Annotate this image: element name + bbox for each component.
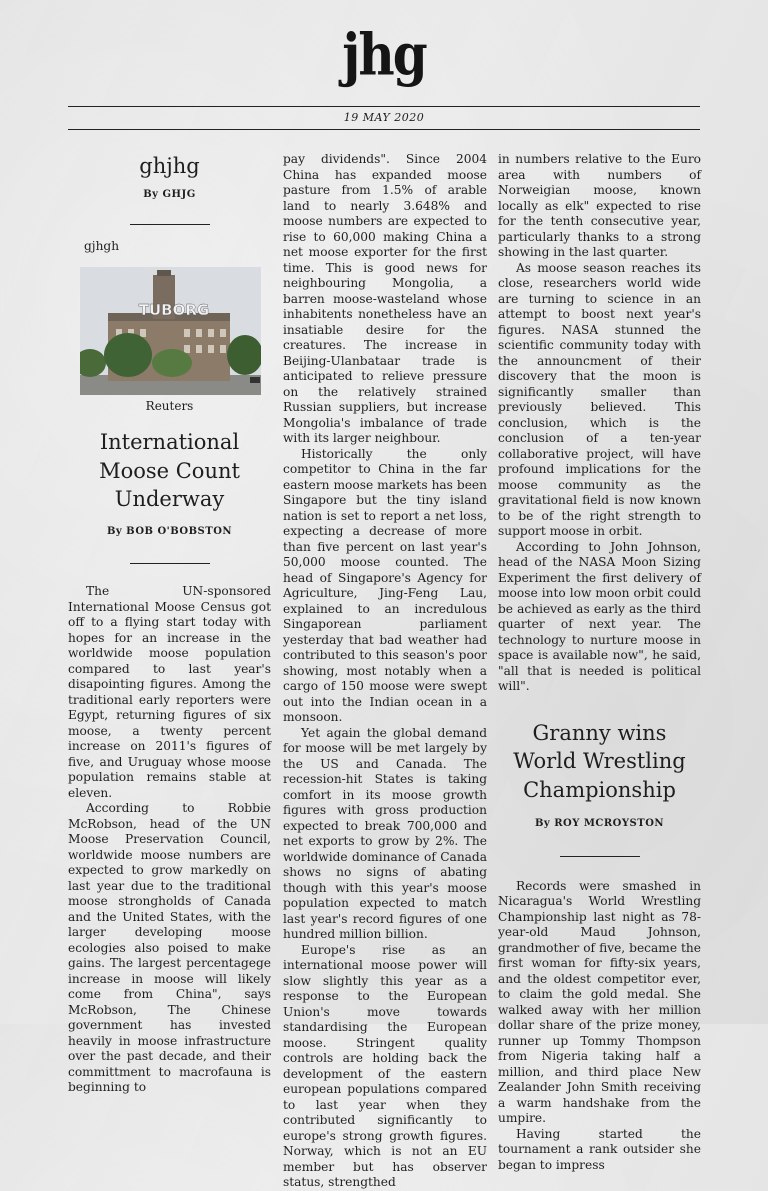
- article1-headline-line: Moose Count: [99, 458, 240, 483]
- article2-headline: [498, 719, 701, 805]
- article2-paragraph: Having started the tournament a rank outsider she began to impress: [498, 1126, 701, 1172]
- column-1: [68, 152, 271, 1096]
- article2-headline-line: Granny wins: [532, 720, 667, 745]
- sidebar-title: ghjhg: [139, 154, 200, 178]
- article1-paragraph: According to John Johnson, head of the NASA Moon Sizing Experiment the first delivery of moose into low moon orbit could be achieved as early as the third quarter of next year. The technology to nurture moose in space is available now", he said, "all that is needed is political will".: [498, 539, 701, 693]
- article2-headline-line: Championship: [523, 777, 676, 802]
- article1-paragraph-continued: pay dividends". Since 2004 China has expanded moose pasture from 1.5% of arable land to nearly 3.648% and moose numbers are expected to rise to 60,000 making China a net moose exporter for the first time. This is good news for neighbouring Mongolia, a barren moose-wasteland whose inhabitents nonetheless have an insatiable desire for the creatures. The increase in Beijing-Ulanbataar trade is anticipated to relieve pressure on the relatively strained Russian suppliers, but increase Mongolia's imbalance of trade with its larger neighbour.: [283, 152, 487, 445]
- article1-headline: [68, 428, 271, 514]
- article1-paragraph: Historically the only competitor to China in the far eastern moose markets has been Singapore but the tiny island nation is set to report a net loss, expecting a decrease of more than five percent on last year's 50,000 moose counted. The head of Singapore's Agency for Agriculture, Jing-Feng Lau, explained to an incredulous Singaporean parliament yesterday that bad weather had contributed to this season's poor showing, most notably when a cargo of 150 moose were swept out into the Indian ocean in a monsoon.: [283, 446, 487, 724]
- news-photo: [80, 267, 261, 395]
- article1-paragraph: Yet again the global demand for moose will be met largely by the US and Canada. The recession-hit States is taking comfort in its moose growth figures with gross production expected to break 700,000 and net exports to grow by 2%. The worldwide dominance of Canada shows no signs of abating though with this year's moose population expected to match last year's record figures of one hundred million billion.: [283, 725, 487, 941]
- article2-headline-line: World Wrestling: [513, 749, 686, 773]
- sidebar-note: gjhgh: [84, 239, 120, 253]
- sidebar-byline: By GHJG: [143, 188, 196, 200]
- article2-divider: [560, 856, 640, 857]
- photo-sign-text: TUBORG: [138, 300, 210, 319]
- article1-headline-line: International: [99, 430, 240, 454]
- article2-paragraph: Records were smashed in Nicaragua's World Wrestling Championship last night as 78-year-old Maud Johnson, grandmother of five, became the first woman for fifty-six years, and the oldest competitor ever, to claim the gold medal. She walked away with her million dollar share of the prize money, runner up Tommy Thompson from Nigeria taking half a million, and third place New Zealander John Smith receiving a warm handshake from the umpire.: [498, 878, 701, 1125]
- article1-byline: By BOB O'BOBSTON: [106, 525, 233, 537]
- article1-paragraph: According to Robbie McRobson, head of the UN Moose Preservation Council, worldwide moose numbers are expected to grow markedly on last year due to the traditional moose strongholds of Canada and the United States, with the larger developing moose ecologies also poised to make gains. The largest percentagege increase in moose will likely come from China", says McRobson, The Chinese government has invested heavily in moose infrastructure over the past decade, and their committment to macrofauna is beginning to: [68, 801, 271, 1094]
- date-rule: [68, 129, 700, 130]
- sidebar-divider: [130, 224, 210, 225]
- dateline: 19 MAY 2020: [343, 111, 425, 124]
- photo-caption: Reuters: [145, 398, 194, 413]
- masthead: jhg: [342, 20, 426, 89]
- article1-divider: [130, 563, 210, 564]
- article1-headline-line: Underway: [114, 487, 225, 511]
- article2-byline: By ROY MCROYSTON: [534, 818, 665, 829]
- article1-paragraph-continued: in numbers relative to the Euro area with numbers of Norweigian moose, known locally as elk" expected to rise for the tenth consecutive year, particularly thanks to a strong showing in the last quarter.: [498, 152, 701, 259]
- column-3: [498, 152, 701, 1173]
- article1-paragraph: Europe's rise as an international moose power will slow slightly this year as a response to the European Union's move towards standardising the European moose. Stringent quality controls are holding back the development of the eastern european populations compared to last year when they contributed significantly to europe's strong growth figures. Norway, which is not an EU member but has observer status, strengthed: [283, 942, 487, 1189]
- article1-paragraph: The UN-sponsored International Moose Census got off to a flying start today with hopes for an increase in the worldwide moose population compared to last year's disapointing figures. Among the traditional early reporters were Egypt, returning figures of six moose, a twenty percent increase on 2011's figures of five, and Uruguay whose moose population remains stable at eleven.: [68, 584, 271, 800]
- top-rule: [68, 106, 700, 107]
- article1-paragraph: As moose season reaches its close, researchers world wide are turning to science in an attempt to boost next year's figures. NASA stunned the scientific community today with the announcment of their discovery that the moon is significantly smaller than previously believed. This conclusion, which is the conclusion of a ten-year collaborative project, will have profound implications for the moose community as the gravitational field is now known to be of the right strength to support moose in orbit.: [498, 260, 701, 538]
- column-2: [283, 152, 487, 1191]
